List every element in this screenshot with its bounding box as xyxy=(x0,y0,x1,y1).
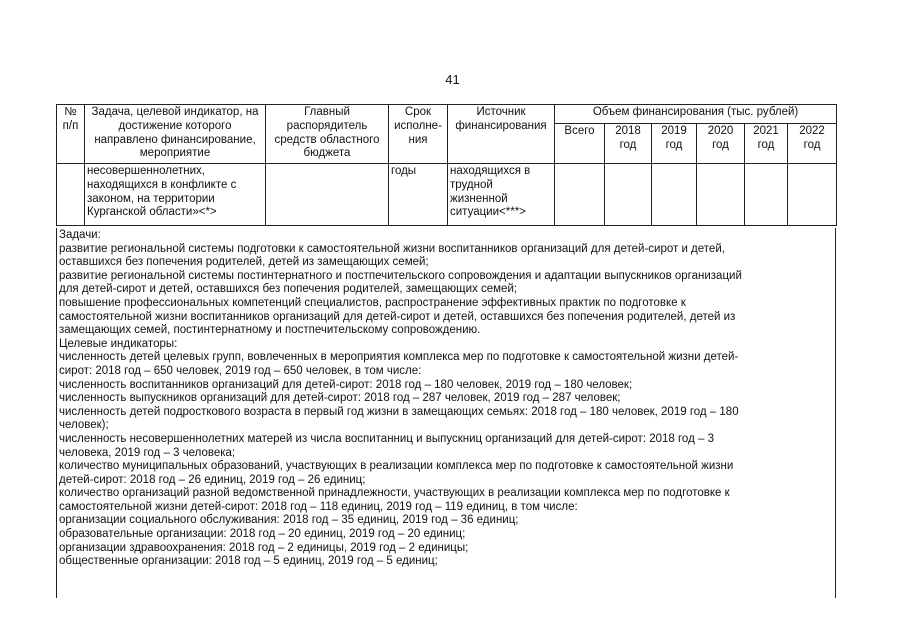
cell-year xyxy=(605,164,652,226)
header-task: Задача, целевой индикатор, на достижение которого направлено финансирование, мероприятие xyxy=(85,105,266,164)
tasks-line: самостоятельной жизни воспитанников организаций для детей-сирот и детей, оставшихся без попечения родителей, детей из xyxy=(59,310,736,323)
header-volume: Объем финансирования (тыс. рублей) xyxy=(555,105,837,124)
cell-source: находящихся в трудной жизненной ситуации<***> xyxy=(448,164,555,226)
tasks-line: организации социального обслуживания: 2018 год – 35 единиц, 2019 год – 36 единиц; xyxy=(59,514,519,527)
cell-year xyxy=(745,164,788,226)
cell-year xyxy=(652,164,697,226)
tasks-line: человек); xyxy=(59,419,109,432)
tasks-line: развитие региональной системы постинтернатного и постпечительского сопровождения и адаптации выпускников организаций xyxy=(59,269,742,282)
page-number: 41 xyxy=(445,72,460,87)
tasks-line: детей-сирот: 2018 год – 26 единиц, 2019 год – 26 единиц; xyxy=(59,473,366,486)
header-source: Источник финансирования xyxy=(448,105,555,164)
tasks-section xyxy=(56,228,836,598)
cell-year xyxy=(697,164,745,226)
table-row xyxy=(57,164,837,226)
tasks-line: повышение профессиональных компетенций специалистов, распространение эффективных практик по подготовке к xyxy=(59,296,686,309)
header-term: Срок исполне-ния xyxy=(389,105,448,164)
cell-main-manager xyxy=(266,164,389,226)
header-total: Всего xyxy=(555,124,605,164)
tasks-line: количество муниципальных образований, участвующих в реализации комплекса мер по подготовке к самостоятельной жизни xyxy=(59,460,734,473)
financing-table xyxy=(56,104,837,226)
tasks-line: сирот: 2018 год – 650 человек, 2019 год – 650 человек, в том числе: xyxy=(59,364,422,377)
tasks-line: общественные организации: 2018 год – 5 единиц, 2019 год – 5 единиц; xyxy=(59,555,438,568)
cell-num xyxy=(57,164,85,226)
header-year: 2021 год xyxy=(745,124,788,164)
tasks-line: численность воспитанников организаций для детей-сирот: 2018 год – 180 человек, 2019 год – 180 человек; xyxy=(59,378,633,391)
tasks-line: количество организаций разной ведомственной принадлежности, участвующих в реализации комплекса мер по подготовке к xyxy=(59,487,730,500)
header-main-manager: Главный распорядитель средств областного бюджета xyxy=(266,105,389,164)
tasks-line: организации здравоохранения: 2018 год – 2 единицы, 2019 год – 2 единицы; xyxy=(59,541,469,554)
header-year: 2019 год xyxy=(652,124,697,164)
tasks-line: численность детей подросткового возраста в первый год жизни в замещающих семьях: 2018 год – 180 человек, 2019 год – 180 xyxy=(59,405,739,418)
cell-year xyxy=(788,164,837,226)
tasks-line: замещающих семей, постинтернатному и постпечительскому сопровождению. xyxy=(59,324,481,337)
tasks-line: численность детей целевых групп, вовлеченных в мероприятия комплекса мер по подготовке к самостоятельной жизни детей- xyxy=(59,351,739,364)
header-year: 2018 год xyxy=(605,124,652,164)
tasks-line: развитие региональной системы подготовки к самостоятельной жизни воспитанников организаций для детей-сирот и детей, xyxy=(59,242,725,255)
header-num: № п/п xyxy=(57,105,85,164)
tasks-line: образовательные организации: 2018 год – 20 единиц, 2019 год – 20 единиц; xyxy=(59,528,466,541)
header-year: 2020 год xyxy=(697,124,745,164)
header-year: 2022 год xyxy=(788,124,837,164)
cell-term: годы xyxy=(389,164,448,226)
cell-total xyxy=(555,164,605,226)
tasks-line: численность выпускников организаций для детей-сирот: 2018 год – 287 человек, 2019 год – 287 человек; xyxy=(59,392,621,405)
tasks-line: Задачи: xyxy=(59,229,101,241)
tasks-line: оставшихся без попечения родителей, детей из замещающих семей; xyxy=(59,256,429,269)
tasks-line: численность несовершеннолетних матерей из числа воспитанниц и выпускниц организаций для детей-сирот: 2018 год – 3 xyxy=(59,432,714,445)
tasks-line: Целевые индикаторы: xyxy=(59,337,178,350)
tasks-line: для детей-сирот и детей, оставшихся без попечения родителей, замещающих семей; xyxy=(59,283,518,296)
tasks-line: человека, 2019 год – 3 человека; xyxy=(59,446,236,459)
cell-task: несовершеннолетних, находящихся в конфликте с законом, на территории Курганской области»<*> xyxy=(85,164,266,226)
tasks-line: самостоятельной жизни детей-сирот: 2018 год – 118 единиц, 2019 год – 119 единиц, в том числе: xyxy=(59,500,578,513)
